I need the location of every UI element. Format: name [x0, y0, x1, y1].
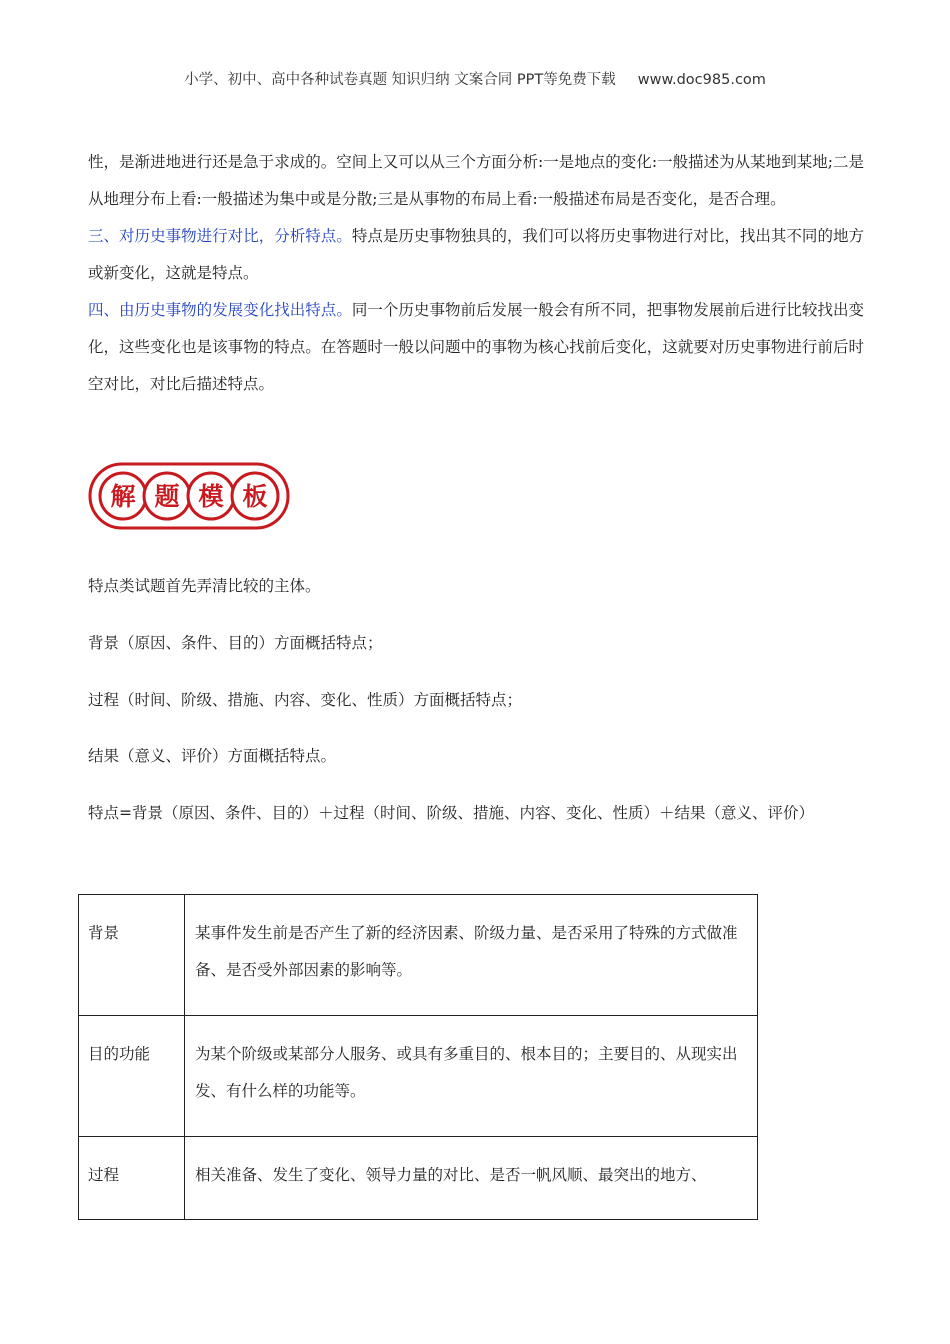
header-url[interactable]: www.doc985.com — [637, 72, 766, 88]
badge-char-3 — [188, 473, 234, 519]
template-result: 结果（意义、评价）方面概括特点。 — [88, 747, 337, 765]
svg-text:板: 板 — [242, 482, 268, 511]
method-4-body: 同一个历史事物前后发展一般会有所不同，把事物发展前后进行比较找出变化，这些变化也是该事物的特点。在答题时一般以问题中的事物为核心找前后变化，这就要对历史事物进行前后时空对比，对比后描述特点。 — [88, 301, 864, 393]
badge-char-4 — [232, 473, 278, 519]
badge-char-2 — [144, 473, 190, 519]
table-row — [79, 1016, 758, 1137]
table-key-cell: 过程 — [79, 1137, 185, 1220]
table-key-cell: 目的功能 — [79, 1016, 185, 1137]
intro-block — [88, 144, 864, 403]
table-value-cell: 为某个阶级或某部分人服务、或具有多重目的、根本目的；主要目的、从现实出发、有什么样的功能等。 — [185, 1016, 758, 1137]
method-3-heading: 三、对历史事物进行对比，分析特点。 — [88, 227, 352, 245]
intro-paragraph: 性，是渐进地进行还是急于求成的。空间上又可以从三个方面分析:一是地点的变化:一般描述为从某地到某地;二是从地理分布上看:一般描述为集中或是分散;三是从事物的布局上看:一般描述布局是否变化，是否合理。 — [88, 153, 864, 208]
badge-char-1 — [100, 473, 146, 519]
template-process: 过程（时间、阶级、措施、内容、变化、性质）方面概括特点； — [88, 691, 523, 709]
svg-text:模: 模 — [198, 482, 224, 511]
method-4-heading: 四、由历史事物的发展变化找出特点。 — [88, 301, 352, 319]
template-intro: 特点类试题首先弄清比较的主体。 — [88, 577, 321, 595]
template-table — [78, 894, 758, 1220]
table-value-cell: 某事件发生前是否产生了新的经济因素、阶级力量、是否采用了特殊的方式做准备、是否受外部因素的影响等。 — [185, 895, 758, 1016]
method-3-body: 特点是历史事物独具的，我们可以将历史事物进行对比，找出其不同的地方或新变化，这就是特点。 — [88, 227, 864, 282]
method-4-paragraph — [88, 292, 864, 403]
page-header — [0, 68, 950, 89]
table-value-cell: 相关准备、发生了变化、领导力量的对比、是否一帆风顺、最突出的地方、 — [185, 1137, 758, 1220]
table-key-cell: 背景 — [79, 895, 185, 1016]
header-site-text: 小学、初中、高中各种试卷真题 知识归纳 文案合同 PPT等免费下载 — [184, 72, 616, 88]
method-3-paragraph — [88, 218, 864, 292]
svg-text:解: 解 — [110, 482, 136, 511]
table-row — [79, 1137, 758, 1220]
template-formula: 特点=背景（原因、条件、目的）＋过程（时间、阶级、措施、内容、变化、性质）＋结果（意义、评价） — [88, 804, 814, 822]
table-row — [79, 895, 758, 1016]
svg-text:题: 题 — [154, 482, 180, 511]
solution-template-badge — [88, 462, 290, 530]
template-background: 背景（原因、条件、目的）方面概括特点； — [88, 634, 383, 652]
